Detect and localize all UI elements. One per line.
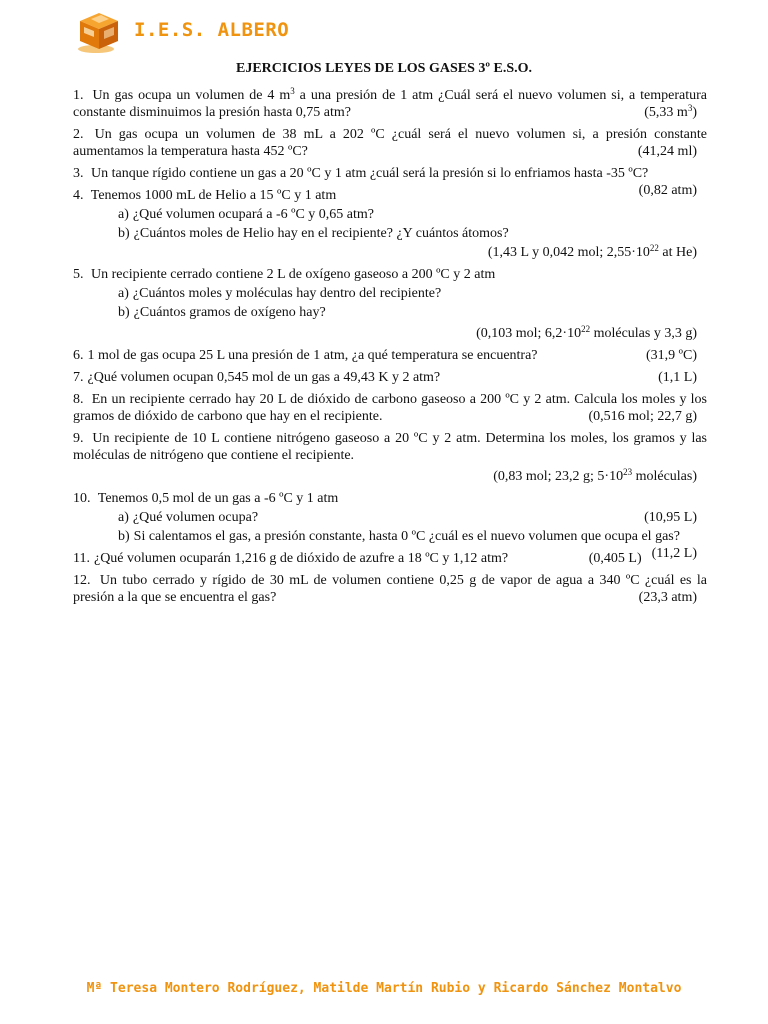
exercise-6 [73,347,707,364]
answer: (23,3 atm) [638,590,697,605]
exercise-number: 3. [73,166,84,181]
answer: (10,95 L) [644,510,697,525]
exercise-4 [73,187,707,261]
sub-question: b) ¿Cuántos gramos de oxígeno hay? [118,305,326,320]
school-name: I.E.S. ALBERO [134,19,290,41]
exercise-12 [73,572,707,606]
question-text: Un tanque rígido contiene un gas a 20 ºC y 1 atm ¿cuál será la presión si lo enfriamos hasta -35 ºC? [91,166,649,181]
answer: (0,83 mol; 23,2 g; $5\cdot 10^{23}$ moléculas) [493,467,697,484]
exercise-number: 1. [73,88,84,103]
exercise-number: 7. [73,370,84,385]
question-text: Un gas ocupa un volumen de 4 m [92,88,291,103]
question-text: En un recipiente cerrado hay 20 L de dióxido de carbono gaseoso a 200 ºC y 2 atm. Calcula los moles y los gramos de dióxido de carbono que hay en el recipiente. [73,392,707,424]
exercise-9 [73,430,707,485]
sub-question: a) ¿Qué volumen ocupará a -6 ºC y 0,65 atm? [118,207,374,222]
footer-authors: Mª Teresa Montero Rodríguez, Matilde Martín Rubio y Ricardo Sánchez Montalvo [86,981,682,996]
exercise-7 [73,369,707,386]
answer: (31,9 ºC) [645,348,697,363]
answer: (11,2 L) [651,546,697,561]
answer: (41,24 ml) [637,144,697,159]
question-text: Tenemos 0,5 mol de un gas a -6 ºC y 1 atm [97,491,339,506]
sub-question: b) ¿Cuántos moles de Helio hay en el recipiente? ¿Y cuántos átomos? [118,226,509,241]
exercise-8 [73,391,707,425]
question-text: ¿Qué volumen ocuparán 1,216 g de dióxido de azufre a 18 ºC y 1,12 atm? [93,551,509,566]
question-text: Un recipiente cerrado contiene 2 L de oxígeno gaseoso a 200 ºC y 2 atm [91,267,496,282]
header [74,8,289,56]
answer: (1,1 L) [658,370,697,385]
question-text: 1 mol de gas ocupa 25 L una presión de 1 atm, ¿a qué temperatura se encuentra? [87,348,538,363]
exercise-number: 12. [73,573,91,588]
page-title: EJERCICIOS LEYES DE LOS GASES 3º E.S.O. [236,61,532,76]
question-text: Un recipiente de 10 L contiene nitrógeno gaseoso a 20 ºC y 2 atm. Determina los moles, los gramos y las moléculas de nitrógeno que contiene el recipiente. [73,431,707,463]
exercise-number: 4. [73,188,84,203]
question-text: Un gas ocupa un volumen de 38 mL a 202 ºC ¿cuál será el nuevo volumen si, a presión constante aumentamos la temperatura hasta 452 ºC? [73,127,707,159]
exercise-2 [73,126,707,160]
superscript: 3 [290,86,295,96]
exercise-number: 5. [73,267,84,282]
sub-question: a) ¿Qué volumen ocupa? (10,95 L) [118,510,697,525]
exercise-list [73,87,707,611]
question-text: Un tubo cerrado y rígido de 30 mL de volumen contiene 0,25 g de vapor de agua a 340 ºC ¿cuál es la presión a la que se encuentra el gas? [73,573,708,605]
sub-question: b) Si calentamos el gas, a presión constante, hasta 0 ºC ¿cuál es el nuevo volumen que ocupa el gas? (11,2 L) [118,529,697,561]
answer: (0,103 mol; $6,2\cdot 10^{22}$ moléculas y 3,3 g) [476,324,697,341]
question-text: Tenemos 1000 mL de Helio a 15 ºC y 1 atm [90,188,337,203]
exercise-number: 9. [73,431,84,446]
school-logo-icon [74,9,124,55]
answer: (0,82 atm) [638,183,697,198]
exercise-5 [73,266,707,342]
exercise-1 [73,87,707,121]
exercise-number: 2. [73,127,84,142]
exercise-number: 10. [73,491,91,506]
question-text: a una presión de 1 atm ¿Cuál será el nuevo volumen si, a temperatura constante disminuimos la presión hasta 0,75 atm? [73,88,708,120]
exercise-number: 6. [73,348,84,363]
exercise-number: 11. [73,551,90,566]
answer: (0,405 L) [588,551,642,566]
answer: (5,33 $m^3$) [644,103,697,120]
answer: (1,43 L y 0,042 mol; $2,55\cdot 10^{22}$ at He) [487,243,697,260]
sub-question: a) ¿Cuántos moles y moléculas hay dentro del recipiente? [118,286,442,301]
question-text: ¿Qué volumen ocupan 0,545 mol de un gas a 49,43 K y 2 atm? [87,370,441,385]
exercise-11 [73,550,652,567]
answer: (0,516 mol; 22,7 g) [588,409,697,424]
exercise-number: 8. [73,392,84,407]
